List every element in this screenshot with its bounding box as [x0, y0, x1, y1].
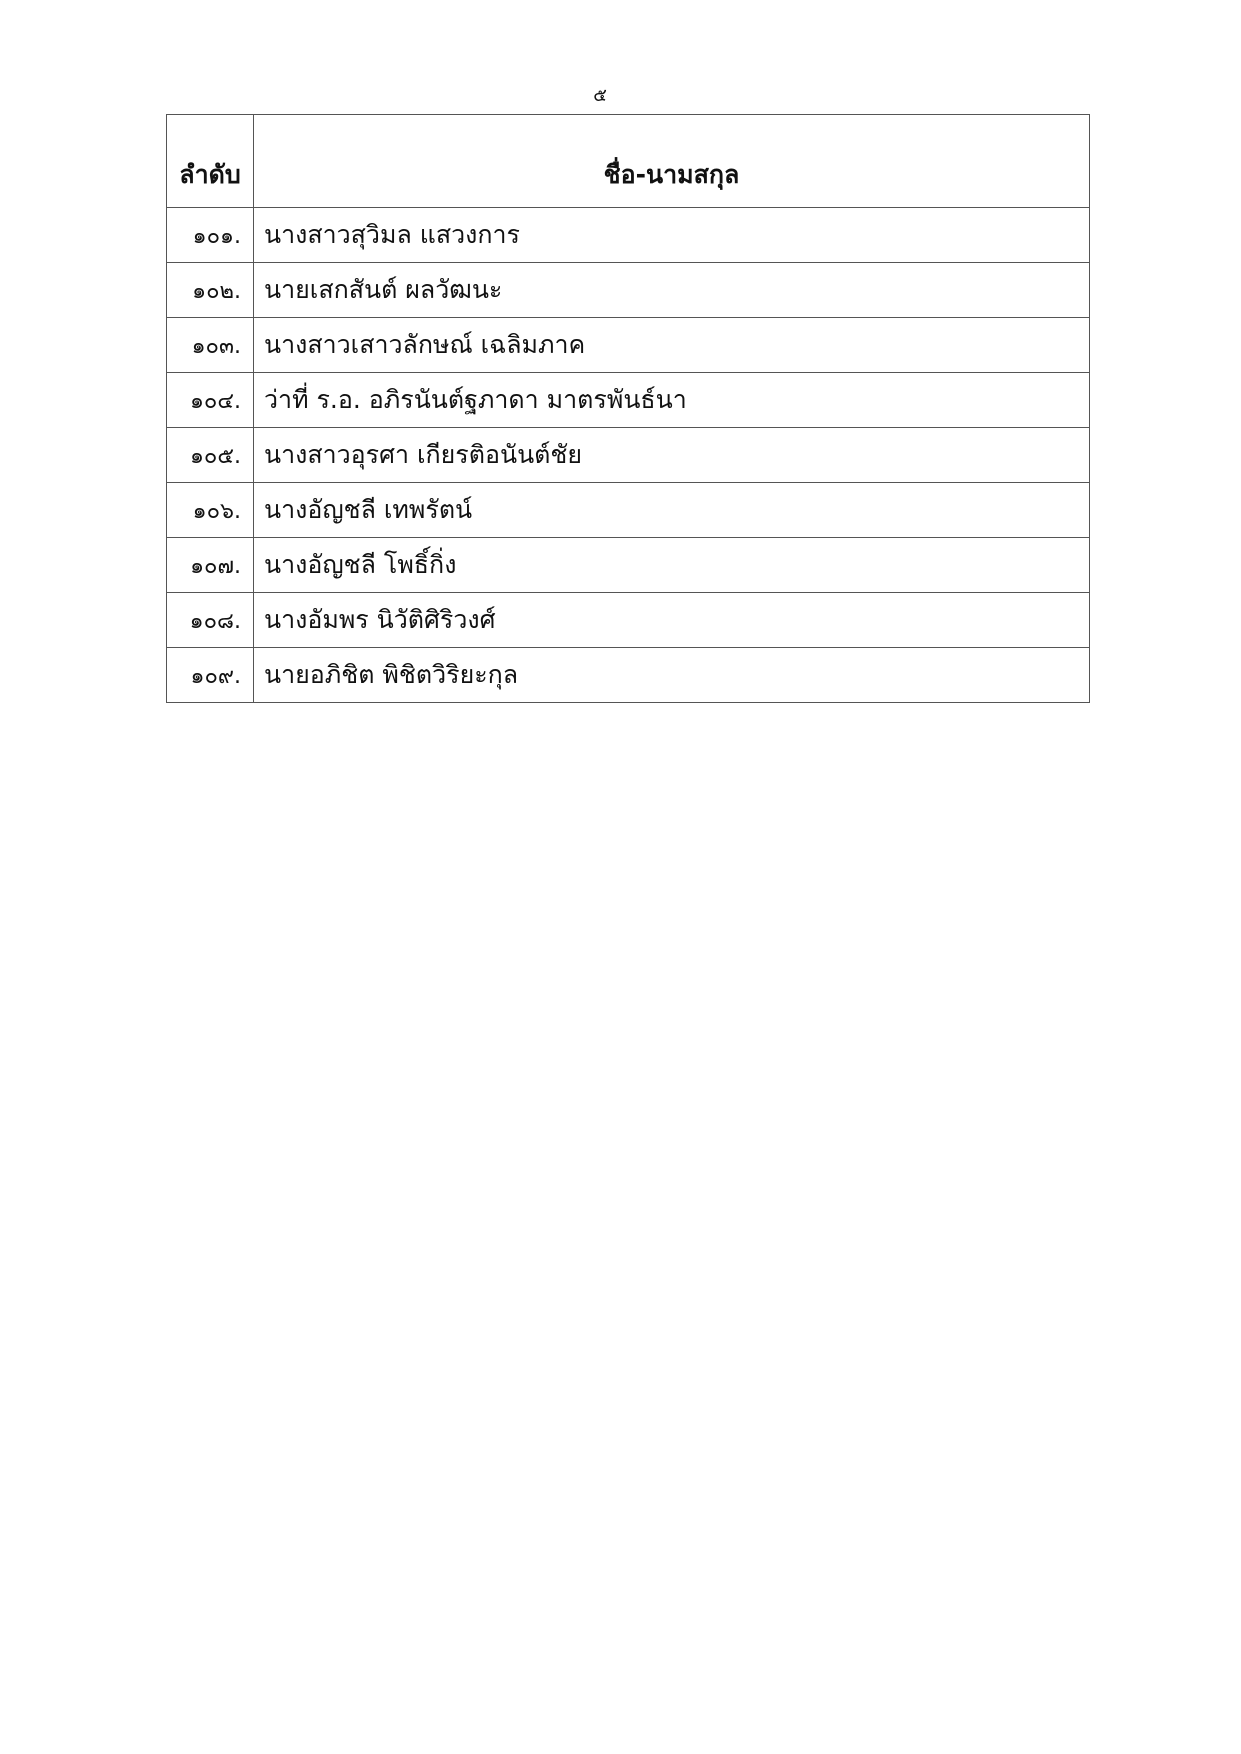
row-order: ๑๐๒. — [167, 263, 254, 318]
table-row — [167, 263, 1090, 318]
table-row — [167, 318, 1090, 373]
row-name: นายอภิชิต พิชิตวิริยะกุล — [254, 648, 1090, 703]
row-name: นางสาวอุรศา เกียรติอนันต์ชัย — [254, 428, 1090, 483]
row-name: นางอัญชลี โพธิ์กิ่ง — [254, 538, 1090, 593]
row-name: นายเสกสันต์ ผลวัฒนะ — [254, 263, 1090, 318]
table-row — [167, 208, 1090, 263]
row-order: ๑๐๘. — [167, 593, 254, 648]
row-order: ๑๐๓. — [167, 318, 254, 373]
row-name: ว่าที่ ร.อ. อภิรนันต์ฐภาดา มาตรพันธ์นา — [254, 373, 1090, 428]
row-name: นางสาวสุวิมล แสวงการ — [254, 208, 1090, 263]
row-name: นางอัญชลี เทพรัตน์ — [254, 483, 1090, 538]
row-order: ๑๐๕. — [167, 428, 254, 483]
row-name: นางอัมพร นิวัติศิริวงศ์ — [254, 593, 1090, 648]
row-order: ๑๐๔. — [167, 373, 254, 428]
table-row — [167, 648, 1090, 703]
row-order: ๑๐๗. — [167, 538, 254, 593]
table-row — [167, 483, 1090, 538]
table-header-row — [167, 115, 1090, 208]
row-order: ๑๐๙. — [167, 648, 254, 703]
header-name: ชื่อ-นามสกุล — [254, 115, 1090, 208]
row-order: ๑๐๖. — [167, 483, 254, 538]
page-number: ๕ — [593, 85, 607, 106]
row-order: ๑๐๑. — [167, 208, 254, 263]
header-order: ลำดับ — [167, 115, 254, 208]
name-list-table — [166, 114, 1090, 703]
table-row — [167, 373, 1090, 428]
table-row — [167, 593, 1090, 648]
table-row — [167, 538, 1090, 593]
table-row — [167, 428, 1090, 483]
row-name: นางสาวเสาวลักษณ์ เฉลิมภาค — [254, 318, 1090, 373]
